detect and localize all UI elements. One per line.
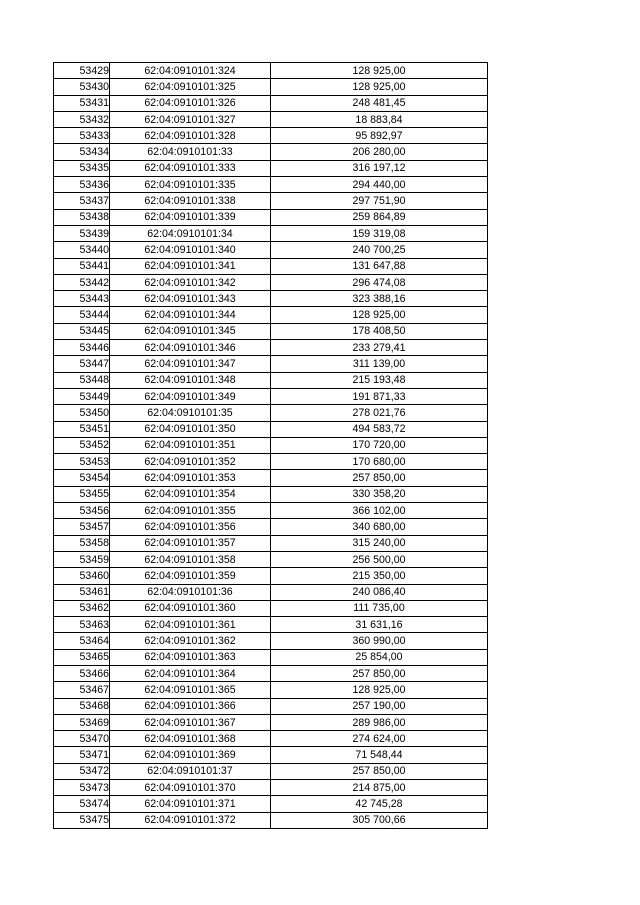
table-row <box>54 128 488 144</box>
cadastral-number-cell: 62:04:0910101:328 <box>110 128 271 144</box>
table-body <box>54 63 488 829</box>
row-number-cell: 53442 <box>54 274 110 290</box>
table-row <box>54 111 488 127</box>
table-row <box>54 747 488 763</box>
row-number-cell: 53474 <box>54 796 110 812</box>
value-cell: 494 583,72 <box>271 421 488 437</box>
value-cell: 360 990,00 <box>271 633 488 649</box>
row-number-cell: 53444 <box>54 307 110 323</box>
value-cell: 240 086,40 <box>271 584 488 600</box>
row-number-cell: 53473 <box>54 780 110 796</box>
cadastral-number-cell: 62:04:0910101:351 <box>110 437 271 453</box>
row-number-cell: 53441 <box>54 258 110 274</box>
value-cell: 233 279,41 <box>271 340 488 356</box>
row-number-cell: 53469 <box>54 714 110 730</box>
table-row <box>54 291 488 307</box>
row-number-cell: 53448 <box>54 372 110 388</box>
table-row <box>54 812 488 828</box>
table-row <box>54 160 488 176</box>
value-cell: 278 021,76 <box>271 405 488 421</box>
row-number-cell: 53462 <box>54 600 110 616</box>
cadastral-number-cell: 62:04:0910101:355 <box>110 503 271 519</box>
value-cell: 259 864,89 <box>271 209 488 225</box>
row-number-cell: 53443 <box>54 291 110 307</box>
table-row <box>54 470 488 486</box>
cadastral-number-cell: 62:04:0910101:352 <box>110 454 271 470</box>
value-cell: 330 358,20 <box>271 486 488 502</box>
cadastral-number-cell: 62:04:0910101:326 <box>110 95 271 111</box>
value-cell: 340 680,00 <box>271 519 488 535</box>
table-row <box>54 274 488 290</box>
row-number-cell: 53437 <box>54 193 110 209</box>
table-row <box>54 568 488 584</box>
row-number-cell: 53467 <box>54 682 110 698</box>
cadastral-number-cell: 62:04:0910101:37 <box>110 763 271 779</box>
table-row <box>54 209 488 225</box>
table-row <box>54 307 488 323</box>
table-row <box>54 763 488 779</box>
value-cell: 214 875,00 <box>271 780 488 796</box>
value-cell: 297 751,90 <box>271 193 488 209</box>
table-row <box>54 79 488 95</box>
row-number-cell: 53430 <box>54 79 110 95</box>
value-cell: 31 631,16 <box>271 617 488 633</box>
cadastral-number-cell: 62:04:0910101:341 <box>110 258 271 274</box>
row-number-cell: 53463 <box>54 617 110 633</box>
value-cell: 366 102,00 <box>271 503 488 519</box>
cadastral-number-cell: 62:04:0910101:342 <box>110 274 271 290</box>
table-row <box>54 242 488 258</box>
value-cell: 18 883,84 <box>271 111 488 127</box>
cadastral-number-cell: 62:04:0910101:339 <box>110 209 271 225</box>
value-cell: 311 139,00 <box>271 356 488 372</box>
value-cell: 294 440,00 <box>271 177 488 193</box>
table-row <box>54 665 488 681</box>
cadastral-number-cell: 62:04:0910101:340 <box>110 242 271 258</box>
table-row <box>54 698 488 714</box>
table-row <box>54 258 488 274</box>
cadastral-number-cell: 62:04:0910101:361 <box>110 617 271 633</box>
table-row <box>54 144 488 160</box>
row-number-cell: 53464 <box>54 633 110 649</box>
row-number-cell: 53468 <box>54 698 110 714</box>
cadastral-number-cell: 62:04:0910101:363 <box>110 649 271 665</box>
cadastral-number-cell: 62:04:0910101:371 <box>110 796 271 812</box>
cadastral-number-cell: 62:04:0910101:36 <box>110 584 271 600</box>
cadastral-number-cell: 62:04:0910101:369 <box>110 747 271 763</box>
table-row <box>54 714 488 730</box>
cadastral-number-cell: 62:04:0910101:350 <box>110 421 271 437</box>
table-row <box>54 780 488 796</box>
table-row <box>54 649 488 665</box>
cadastral-number-cell: 62:04:0910101:366 <box>110 698 271 714</box>
value-cell: 323 388,16 <box>271 291 488 307</box>
cadastral-number-cell: 62:04:0910101:353 <box>110 470 271 486</box>
cadastral-number-cell: 62:04:0910101:370 <box>110 780 271 796</box>
row-number-cell: 53470 <box>54 731 110 747</box>
cadastral-number-cell: 62:04:0910101:347 <box>110 356 271 372</box>
value-cell: 128 925,00 <box>271 307 488 323</box>
value-cell: 257 850,00 <box>271 470 488 486</box>
cadastral-number-cell: 62:04:0910101:360 <box>110 600 271 616</box>
cadastral-number-cell: 62:04:0910101:354 <box>110 486 271 502</box>
cadastral-number-cell: 62:04:0910101:35 <box>110 405 271 421</box>
value-cell: 170 720,00 <box>271 437 488 453</box>
cadastral-number-cell: 62:04:0910101:348 <box>110 372 271 388</box>
value-cell: 111 735,00 <box>271 600 488 616</box>
row-number-cell: 53459 <box>54 551 110 567</box>
table-row <box>54 796 488 812</box>
table-row <box>54 600 488 616</box>
cadastral-number-cell: 62:04:0910101:327 <box>110 111 271 127</box>
table-row <box>54 503 488 519</box>
row-number-cell: 53455 <box>54 486 110 502</box>
cadastral-number-cell: 62:04:0910101:344 <box>110 307 271 323</box>
cadastral-number-cell: 62:04:0910101:346 <box>110 340 271 356</box>
row-number-cell: 53471 <box>54 747 110 763</box>
cadastral-number-cell: 62:04:0910101:358 <box>110 551 271 567</box>
table-row <box>54 356 488 372</box>
table-row <box>54 682 488 698</box>
value-cell: 305 700,66 <box>271 812 488 828</box>
row-number-cell: 53475 <box>54 812 110 828</box>
cadastral-number-cell: 62:04:0910101:357 <box>110 535 271 551</box>
row-number-cell: 53461 <box>54 584 110 600</box>
value-cell: 25 854,00 <box>271 649 488 665</box>
table-row <box>54 340 488 356</box>
row-number-cell: 53450 <box>54 405 110 421</box>
row-number-cell: 53445 <box>54 323 110 339</box>
cadastral-number-cell: 62:04:0910101:367 <box>110 714 271 730</box>
cadastral-number-cell: 62:04:0910101:324 <box>110 63 271 79</box>
table-row <box>54 437 488 453</box>
value-cell: 159 319,08 <box>271 225 488 241</box>
row-number-cell: 53451 <box>54 421 110 437</box>
row-number-cell: 53466 <box>54 665 110 681</box>
row-number-cell: 53447 <box>54 356 110 372</box>
row-number-cell: 53460 <box>54 568 110 584</box>
value-cell: 128 925,00 <box>271 682 488 698</box>
cadastral-number-cell: 62:04:0910101:359 <box>110 568 271 584</box>
row-number-cell: 53454 <box>54 470 110 486</box>
row-number-cell: 53456 <box>54 503 110 519</box>
table-row <box>54 633 488 649</box>
cadastral-number-cell: 62:04:0910101:338 <box>110 193 271 209</box>
cadastral-number-cell: 62:04:0910101:33 <box>110 144 271 160</box>
table-row <box>54 95 488 111</box>
row-number-cell: 53439 <box>54 225 110 241</box>
table-row <box>54 519 488 535</box>
row-number-cell: 53429 <box>54 63 110 79</box>
cadastral-number-cell: 62:04:0910101:34 <box>110 225 271 241</box>
cadastral-value-table <box>53 62 488 829</box>
cadastral-number-cell: 62:04:0910101:364 <box>110 665 271 681</box>
cadastral-number-cell: 62:04:0910101:325 <box>110 79 271 95</box>
value-cell: 191 871,33 <box>271 388 488 404</box>
row-number-cell: 53457 <box>54 519 110 535</box>
row-number-cell: 53465 <box>54 649 110 665</box>
value-cell: 71 548,44 <box>271 747 488 763</box>
cadastral-number-cell: 62:04:0910101:365 <box>110 682 271 698</box>
table-row <box>54 388 488 404</box>
value-cell: 128 925,00 <box>271 63 488 79</box>
cadastral-number-cell: 62:04:0910101:349 <box>110 388 271 404</box>
value-cell: 95 892,97 <box>271 128 488 144</box>
table-row <box>54 584 488 600</box>
value-cell: 257 850,00 <box>271 763 488 779</box>
cadastral-number-cell: 62:04:0910101:368 <box>110 731 271 747</box>
value-cell: 316 197,12 <box>271 160 488 176</box>
value-cell: 289 986,00 <box>271 714 488 730</box>
value-cell: 315 240,00 <box>271 535 488 551</box>
cadastral-number-cell: 62:04:0910101:356 <box>110 519 271 535</box>
row-number-cell: 53472 <box>54 763 110 779</box>
cadastral-number-cell: 62:04:0910101:372 <box>110 812 271 828</box>
value-cell: 170 680,00 <box>271 454 488 470</box>
value-cell: 131 647,88 <box>271 258 488 274</box>
row-number-cell: 53449 <box>54 388 110 404</box>
value-cell: 178 408,50 <box>271 323 488 339</box>
row-number-cell: 53433 <box>54 128 110 144</box>
row-number-cell: 53446 <box>54 340 110 356</box>
table-row <box>54 372 488 388</box>
table-row <box>54 193 488 209</box>
row-number-cell: 53438 <box>54 209 110 225</box>
cadastral-number-cell: 62:04:0910101:343 <box>110 291 271 307</box>
row-number-cell: 53436 <box>54 177 110 193</box>
cadastral-number-cell: 62:04:0910101:345 <box>110 323 271 339</box>
table-row <box>54 421 488 437</box>
value-cell: 257 850,00 <box>271 665 488 681</box>
value-cell: 248 481,45 <box>271 95 488 111</box>
table-row <box>54 486 488 502</box>
table-row <box>54 454 488 470</box>
table-row <box>54 405 488 421</box>
table-row <box>54 535 488 551</box>
row-number-cell: 53434 <box>54 144 110 160</box>
table-row <box>54 617 488 633</box>
row-number-cell: 53440 <box>54 242 110 258</box>
cadastral-number-cell: 62:04:0910101:362 <box>110 633 271 649</box>
row-number-cell: 53453 <box>54 454 110 470</box>
table-row <box>54 731 488 747</box>
row-number-cell: 53452 <box>54 437 110 453</box>
row-number-cell: 53435 <box>54 160 110 176</box>
table-row <box>54 177 488 193</box>
table-row <box>54 225 488 241</box>
cadastral-number-cell: 62:04:0910101:333 <box>110 160 271 176</box>
cadastral-number-cell: 62:04:0910101:335 <box>110 177 271 193</box>
table-row <box>54 323 488 339</box>
value-cell: 257 190,00 <box>271 698 488 714</box>
value-cell: 296 474,08 <box>271 274 488 290</box>
row-number-cell: 53458 <box>54 535 110 551</box>
value-cell: 256 500,00 <box>271 551 488 567</box>
value-cell: 274 624,00 <box>271 731 488 747</box>
value-cell: 42 745,28 <box>271 796 488 812</box>
value-cell: 215 193,48 <box>271 372 488 388</box>
table-row <box>54 63 488 79</box>
value-cell: 240 700,25 <box>271 242 488 258</box>
value-cell: 206 280,00 <box>271 144 488 160</box>
row-number-cell: 53431 <box>54 95 110 111</box>
value-cell: 128 925,00 <box>271 79 488 95</box>
row-number-cell: 53432 <box>54 111 110 127</box>
value-cell: 215 350,00 <box>271 568 488 584</box>
table-row <box>54 551 488 567</box>
